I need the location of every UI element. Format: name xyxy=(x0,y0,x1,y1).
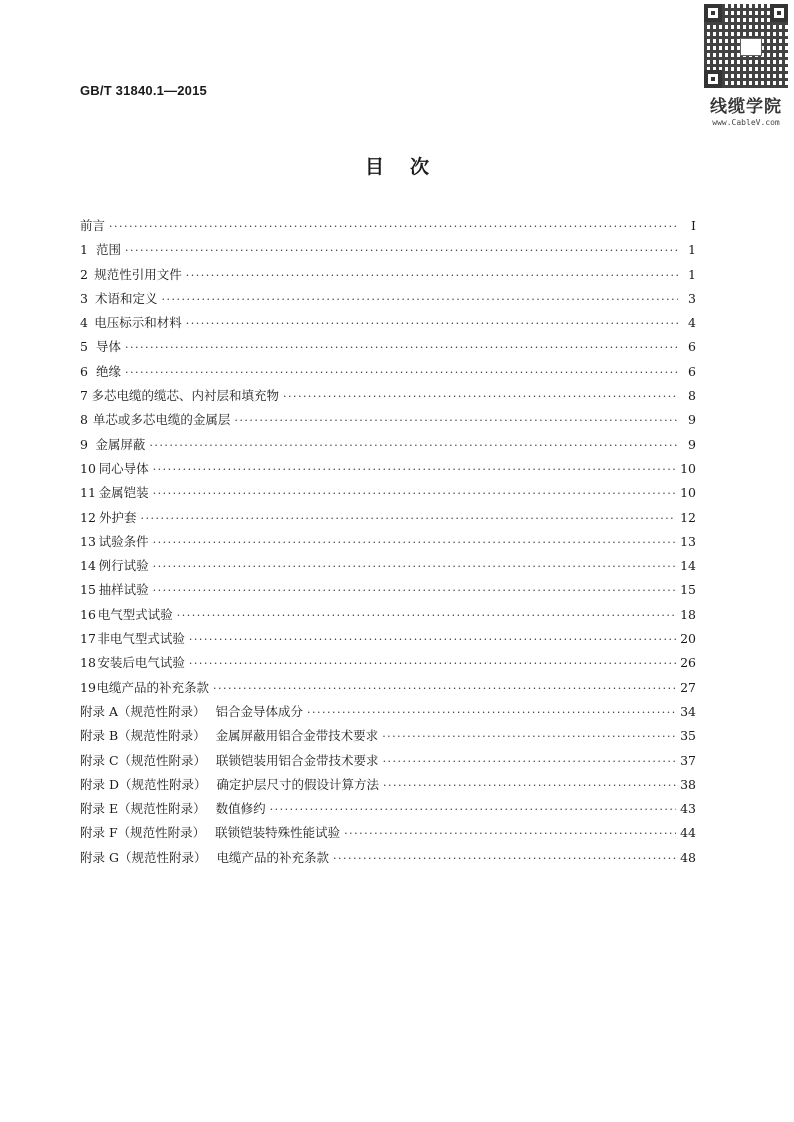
toc-entry-number: 13 xyxy=(80,533,96,549)
toc-entry-label: 范围 xyxy=(96,242,122,258)
toc-entry-number: 6 xyxy=(80,363,88,379)
toc-entry[interactable] xyxy=(80,605,696,629)
toc-leader-dots xyxy=(234,414,678,427)
toc-leader-dots xyxy=(125,366,678,379)
toc-annex-page: 35 xyxy=(680,728,696,744)
toc-annex-entry[interactable] xyxy=(80,726,696,750)
toc-entry-label: 电压标示和材料 xyxy=(94,315,182,331)
toc-entry-number: 3 xyxy=(80,290,88,306)
toc-entry-number: 14 xyxy=(80,558,96,574)
toc-entry-number: 1 xyxy=(80,242,88,258)
toc-entry-page: 18 xyxy=(680,606,696,622)
toc-title: 目次 xyxy=(364,156,455,178)
toc-leader-dots xyxy=(153,560,676,573)
toc-annex-head: 附录 D（规范性附录） xyxy=(80,776,207,792)
toc-entry-page: 6 xyxy=(688,363,696,379)
toc-leader-dots xyxy=(383,779,676,792)
toc-entry[interactable] xyxy=(80,653,696,677)
toc-annex-label: 数值修约 xyxy=(215,801,266,817)
toc-entry-page: 8 xyxy=(688,388,696,404)
toc-entry-number: 12 xyxy=(80,509,96,525)
toc-entry-page: 27 xyxy=(680,679,696,695)
toc-entry-label: 术语和定义 xyxy=(94,290,158,306)
toc-entry-label: 例行试验 xyxy=(98,558,149,574)
toc-leader-dots xyxy=(344,827,676,840)
toc-annex-label: 金属屏蔽用铝合金带技术要求 xyxy=(215,728,379,744)
toc-leader-dots xyxy=(213,682,676,695)
toc-annex-page: 43 xyxy=(680,801,696,817)
toc-leader-dots xyxy=(153,463,676,476)
toc-entry-label: 金属铠装 xyxy=(98,485,149,501)
toc-entry[interactable] xyxy=(80,556,696,580)
toc-entry-number: 17 xyxy=(80,631,96,647)
toc-leader-dots xyxy=(153,536,676,549)
toc-annex-label: 铝合金导体成分 xyxy=(215,703,304,719)
toc-leader-dots xyxy=(270,803,676,816)
toc-annex-label: 联锁铠装特殊性能试验 xyxy=(215,825,341,841)
toc-entry-page: Ⅰ xyxy=(691,218,696,233)
toc-entry[interactable] xyxy=(80,435,696,459)
toc-entry-number: 18 xyxy=(80,655,96,671)
toc-annex-label: 确定护层尺寸的假设计算方法 xyxy=(216,776,380,792)
toc-leader-dots xyxy=(109,220,678,233)
toc-entry-label: 单芯或多芯电缆的金属层 xyxy=(92,412,231,428)
toc-annex-page: 44 xyxy=(680,825,696,841)
toc-entry-page: 14 xyxy=(680,558,696,574)
toc-entry[interactable] xyxy=(80,289,696,313)
toc-entry[interactable] xyxy=(80,240,696,264)
toc-entry-label: 绝缘 xyxy=(96,363,122,379)
toc-entry-number: 9 xyxy=(80,436,88,452)
toc-leader-dots xyxy=(177,609,676,622)
toc-entry-label: 多芯电缆的缆芯、内衬层和填充物 xyxy=(91,388,279,404)
toc-entry-number: 8 xyxy=(80,412,88,428)
toc-entry-label: 金属屏蔽 xyxy=(95,436,146,452)
toc-leader-dots xyxy=(189,633,676,646)
toc-entry-page: 15 xyxy=(680,582,696,598)
toc-entry[interactable] xyxy=(80,508,696,532)
brand-name: 线缆学院 xyxy=(710,97,782,117)
toc-entry-label: 抽样试验 xyxy=(98,582,149,598)
toc-leader-dots xyxy=(149,439,678,452)
toc-entry[interactable] xyxy=(80,313,696,337)
toc-entry-number: 19 xyxy=(80,679,96,695)
toc-entry-page: 10 xyxy=(680,485,696,501)
toc-annex-head: 附录 E（规范性附录） xyxy=(80,801,206,817)
toc-entry-page: 1 xyxy=(688,266,696,282)
toc-leader-dots xyxy=(307,706,676,719)
toc-entry-number: 4 xyxy=(80,315,88,331)
toc-annex-head: 附录 A（规范性附录） xyxy=(80,703,206,719)
standard-code: GB/T 31840.1—2015 xyxy=(80,83,207,98)
toc-annex-head: 附录 G（规范性附录） xyxy=(80,849,207,865)
toc-annex-entry[interactable] xyxy=(80,823,696,847)
toc-entry-number: 5 xyxy=(80,339,88,355)
toc-annex-entry[interactable] xyxy=(80,775,696,799)
toc-entry-label: 非电气型式试验 xyxy=(97,631,185,647)
toc-entry[interactable] xyxy=(80,386,696,410)
toc-entry-label: 试验条件 xyxy=(98,533,149,549)
toc-annex-page: 34 xyxy=(680,703,696,719)
toc-entry-label: 安装后电气试验 xyxy=(97,655,185,671)
toc-leader-dots xyxy=(189,657,676,670)
toc-annex-head: 附录 F（规范性附录） xyxy=(80,825,206,841)
toc-entry[interactable] xyxy=(80,580,696,604)
toc-entry-page: 9 xyxy=(688,412,696,428)
toc-annex-page: 38 xyxy=(680,776,696,792)
toc-entry-label: 导体 xyxy=(96,339,122,355)
toc-leader-dots xyxy=(125,244,678,257)
toc-annex-label: 联锁铠装用铝合金带技术要求 xyxy=(216,752,379,768)
toc-entry-number: 16 xyxy=(80,606,96,622)
toc-entry[interactable] xyxy=(80,483,696,507)
toc-entry-label: 规范性引用文件 xyxy=(94,266,182,282)
toc-annex-head: 附录 B（规范性附录） xyxy=(80,728,206,744)
toc-leader-dots xyxy=(141,512,677,525)
toc-leader-dots xyxy=(383,755,677,768)
toc-entry-label: 前言 xyxy=(80,218,106,233)
toc-entry-label: 外护套 xyxy=(99,509,137,525)
toc-annex-page: 48 xyxy=(680,849,696,865)
toc-annex-entry[interactable] xyxy=(80,751,696,775)
toc-entry[interactable] xyxy=(80,459,696,483)
toc-entry[interactable] xyxy=(80,629,696,653)
toc-entry[interactable] xyxy=(80,216,696,240)
toc-entry-page: 12 xyxy=(680,509,696,525)
toc-entry-page: 9 xyxy=(688,436,696,452)
toc-entry-number: 15 xyxy=(80,582,96,598)
toc-annex-label: 电缆产品的补充条款 xyxy=(216,849,329,865)
toc-leader-dots xyxy=(153,487,676,500)
toc-leader-dots xyxy=(186,317,678,330)
toc-entry-number: 2 xyxy=(80,266,88,282)
toc-entry[interactable] xyxy=(80,678,696,702)
toc-entry-page: 10 xyxy=(680,460,696,476)
toc-entry-page: 3 xyxy=(688,290,696,306)
toc-entry-label: 电缆产品的补充条款 xyxy=(96,679,209,695)
toc-annex-head: 附录 C（规范性附录） xyxy=(80,752,207,768)
toc-entry-page: 13 xyxy=(680,533,696,549)
toc-leader-dots xyxy=(382,730,676,743)
toc-annex-entry[interactable] xyxy=(80,848,696,872)
toc-entry-number: 10 xyxy=(80,460,96,476)
toc-annex-page: 37 xyxy=(680,752,696,768)
toc-entry-page: 26 xyxy=(680,655,696,671)
toc-leader-dots xyxy=(161,293,678,306)
toc-entry[interactable] xyxy=(80,410,696,434)
toc-leader-dots xyxy=(283,390,678,403)
toc-entry-page: 4 xyxy=(688,315,696,331)
toc-entry-label: 同心导体 xyxy=(98,460,149,476)
toc-entry-page: 1 xyxy=(688,242,696,258)
toc-entry-page: 20 xyxy=(680,631,696,647)
toc-annex-entry[interactable] xyxy=(80,799,696,823)
toc-leader-dots xyxy=(333,852,676,865)
brand-url: www.CableV.com xyxy=(712,118,780,127)
toc-entry[interactable] xyxy=(80,265,696,289)
toc-leader-dots xyxy=(186,269,678,282)
toc-entry-number: 11 xyxy=(80,485,96,501)
toc-entry-page: 6 xyxy=(688,339,696,355)
toc-entry-number: 7 xyxy=(80,388,88,404)
toc-leader-dots xyxy=(153,584,676,597)
table-of-contents xyxy=(80,216,696,872)
brand-block xyxy=(700,4,792,127)
toc-entry[interactable] xyxy=(80,532,696,556)
toc-annex-entry[interactable] xyxy=(80,702,696,726)
toc-entry[interactable] xyxy=(80,337,696,361)
toc-entry[interactable] xyxy=(80,362,696,386)
toc-entry-label: 电气型式试验 xyxy=(97,606,173,622)
toc-leader-dots xyxy=(125,341,678,354)
qr-code-icon xyxy=(704,4,788,88)
